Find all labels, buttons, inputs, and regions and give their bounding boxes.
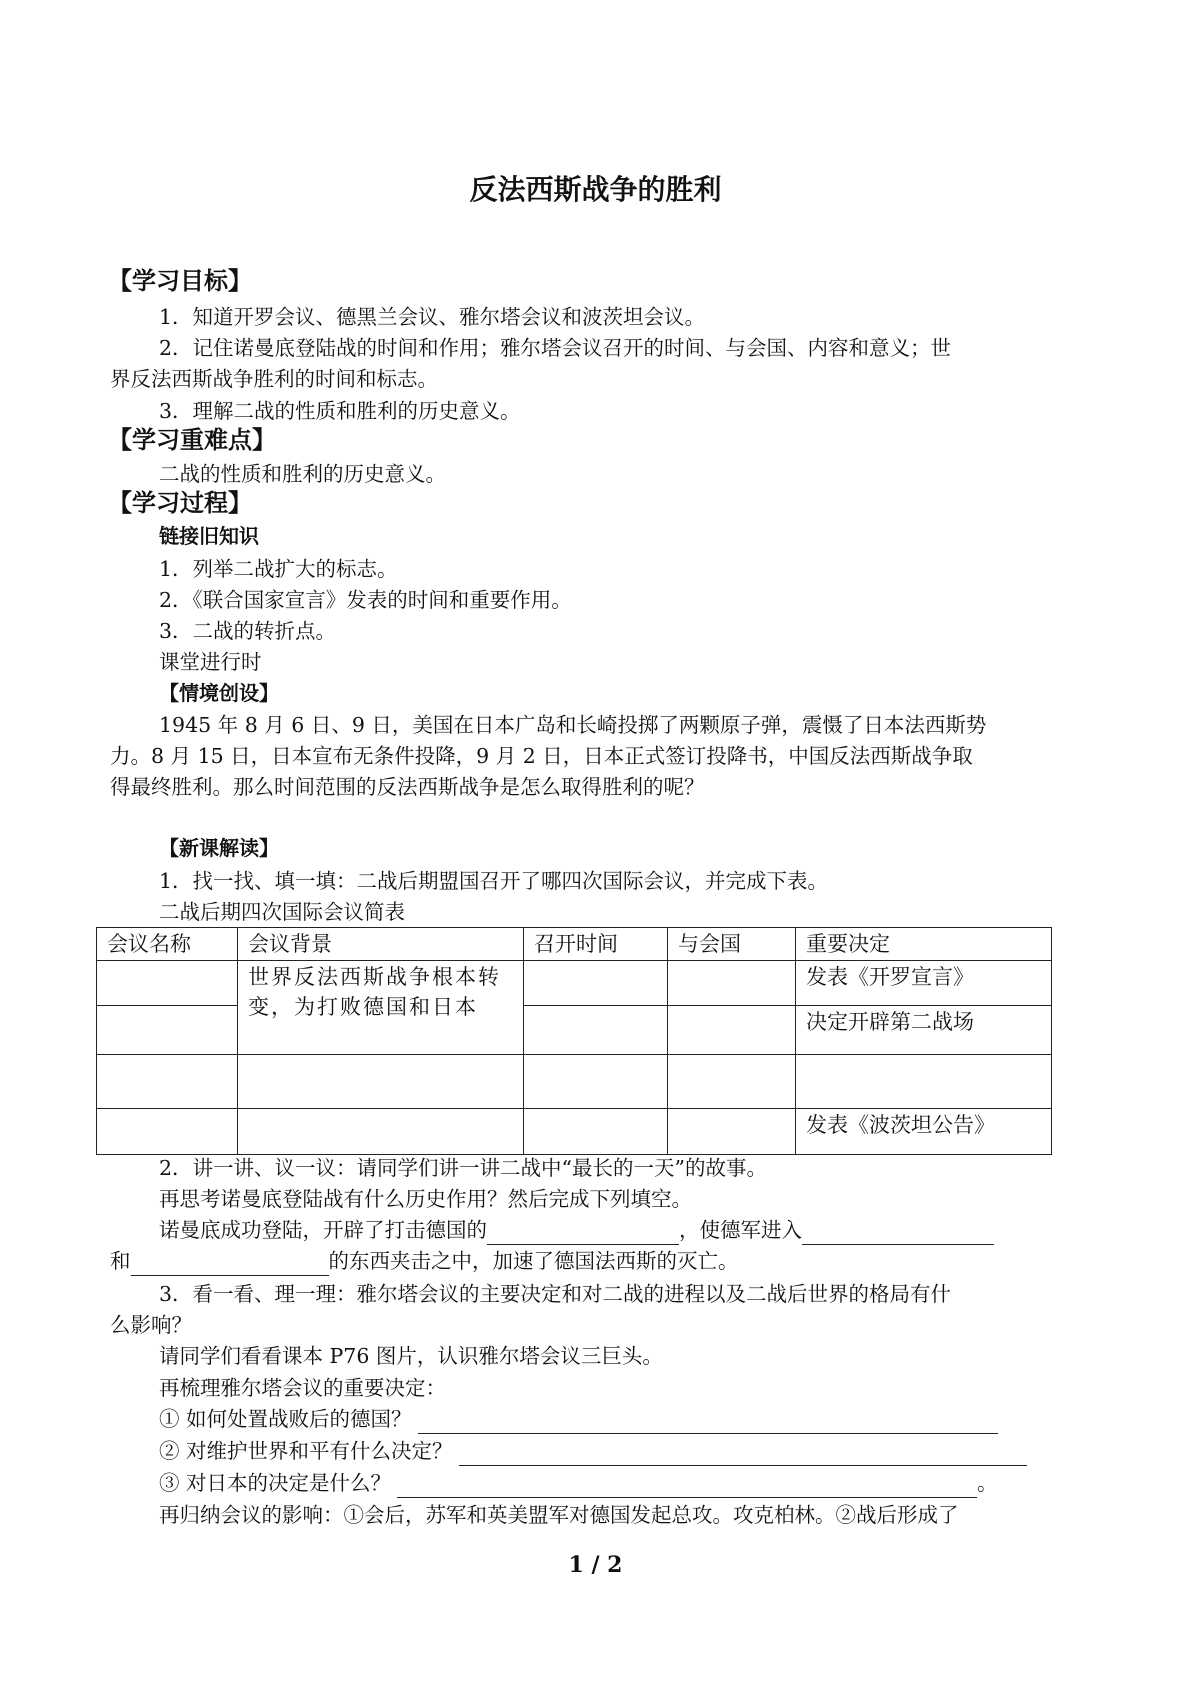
answer-blank[interactable] — [459, 1443, 1027, 1466]
table-row — [97, 961, 1052, 1006]
name-cell[interactable] — [97, 1109, 238, 1155]
countries-cell[interactable] — [668, 961, 796, 1006]
objective-item-2-cont: 界反法西斯战争胜利的时间和标志。 — [110, 367, 438, 391]
header-cell: 会议名称 — [97, 928, 238, 961]
countries-cell[interactable] — [668, 1055, 796, 1109]
time-cell[interactable] — [524, 1055, 668, 1109]
fill-blank[interactable] — [487, 1222, 679, 1245]
scenario-line-3: 得最终胜利。那么时间范围的反法西斯战争是怎么取得胜利的呢？ — [110, 775, 705, 799]
time-cell[interactable] — [524, 1006, 668, 1055]
objectives-heading: 【学习目标】 — [108, 267, 252, 295]
answer-blank[interactable] — [418, 1411, 998, 1434]
objective-item-2: 2．记住诺曼底登陆战的时间和作用；雅尔塔会议召开的时间、与会国、内容和意义；世 — [159, 336, 952, 360]
decision-cell: 决定开辟第二战场 — [796, 1006, 1052, 1055]
task3-line-4: 再梳理雅尔塔会议的重要决定： — [159, 1376, 446, 1400]
task3-line-1: 3．看一看、理一理：雅尔塔会议的主要决定和对二战的进程以及二战后世界的格局有什 — [159, 1282, 952, 1306]
keypoints-text: 二战的性质和胜利的历史意义。 — [159, 462, 446, 486]
review-item-2: 2．《联合国家宣言》发表的时间和重要作用。 — [159, 588, 572, 612]
table-row — [97, 1055, 1052, 1109]
task3-question-3 — [159, 1468, 998, 1498]
header-cell: 召开时间 — [524, 928, 668, 961]
header-cell: 重要决定 — [796, 928, 1052, 961]
task3-line-3: 请同学们看看课本 P76 图片，认识雅尔塔会议三巨头。 — [159, 1344, 663, 1368]
task2-line-2: 再思考诺曼底登陆战有什么历史作用？然后完成下列填空。 — [159, 1187, 692, 1211]
name-cell[interactable] — [97, 1055, 238, 1109]
objective-item-1: 1．知道开罗会议、德黑兰会议、雅尔塔会议和波茨坦会议。 — [159, 305, 706, 329]
task3-line-5: 再归纳会议的影响：①会后，苏军和英美盟军对德国发起总攻。攻克柏林。②战后形成了 — [159, 1503, 959, 1527]
background-cell[interactable] — [238, 1109, 524, 1155]
question-text: ② 对维护世界和平有什么决定？ — [159, 1439, 453, 1463]
task2-fill-line-1 — [159, 1215, 994, 1245]
decision-cell: 发表《开罗宣言》 — [796, 961, 1052, 1006]
decision-cell[interactable] — [796, 1055, 1052, 1109]
page-title: 反法西斯战争的胜利 — [469, 173, 722, 206]
header-cell: 与会国 — [668, 928, 796, 961]
background-cell: 世界反法西斯战争根本转变，为打败德国和日本 — [238, 961, 524, 1055]
header-cell: 会议背景 — [238, 928, 524, 961]
name-cell[interactable] — [97, 1006, 238, 1055]
task2-line-1: 2．讲一讲、议一议：请同学们讲一讲二战中“最长的一天”的故事。 — [159, 1156, 768, 1180]
fill-text: 和 — [110, 1249, 131, 1273]
task1-text: 1．找一找、填一填：二战后期盟国召开了哪四次国际会议，并完成下表。 — [159, 869, 829, 893]
time-cell[interactable] — [524, 1109, 668, 1155]
decision-cell: 发表《波茨坦公告》 — [796, 1109, 1052, 1155]
question-text: ③ 对日本的决定是什么？ — [159, 1471, 392, 1495]
task3-question-1 — [159, 1404, 998, 1434]
newlesson-heading: 【新课解读】 — [159, 836, 279, 860]
table-row — [97, 1109, 1052, 1155]
review-item-3: 3．二战的转折点。 — [159, 619, 337, 643]
task2-fill-line-2 — [110, 1246, 739, 1276]
question-text: ① 如何处置战败后的德国？ — [159, 1407, 412, 1431]
class-label: 课堂进行时 — [159, 650, 262, 674]
task3-question-2 — [159, 1436, 1027, 1466]
fill-text: 的东西夹击之中，加速了德国法西斯的灭亡。 — [328, 1249, 739, 1273]
countries-cell[interactable] — [668, 1006, 796, 1055]
time-cell[interactable] — [524, 961, 668, 1006]
table-caption: 二战后期四次国际会议简表 — [159, 900, 405, 924]
answer-blank[interactable] — [397, 1475, 977, 1498]
page-number: 1 / 2 — [568, 1552, 623, 1578]
conference-table — [96, 927, 1052, 1155]
name-cell[interactable] — [97, 961, 238, 1006]
review-item-1: 1．列举二战扩大的标志。 — [159, 557, 398, 581]
objective-item-3: 3．理解二战的性质和胜利的历史意义。 — [159, 399, 521, 423]
scenario-heading: 【情境创设】 — [159, 681, 279, 705]
question-end: 。 — [977, 1471, 998, 1495]
scenario-line-2: 力。8 月 15 日，日本宣布无条件投降，9 月 2 日，日本正式签订投降书，中国反法西斯战争取 — [110, 744, 973, 768]
fill-blank[interactable] — [131, 1253, 329, 1276]
process-heading: 【学习过程】 — [108, 489, 252, 517]
review-heading: 链接旧知识 — [159, 524, 259, 548]
scenario-line-1: 1945 年 8 月 6 日、9 日，美国在日本广岛和长崎投掷了两颗原子弹，震慑了日本法西斯势 — [159, 713, 987, 737]
fill-text: ，使德军进入 — [679, 1218, 802, 1242]
fill-text: 诺曼底成功登陆，开辟了打击德国的 — [159, 1218, 487, 1242]
task3-line-2: 么影响？ — [110, 1313, 192, 1337]
fill-blank[interactable] — [802, 1222, 994, 1245]
table-header-row — [97, 928, 1052, 961]
keypoints-heading: 【学习重难点】 — [108, 426, 276, 454]
background-cell[interactable] — [238, 1055, 524, 1109]
countries-cell[interactable] — [668, 1109, 796, 1155]
